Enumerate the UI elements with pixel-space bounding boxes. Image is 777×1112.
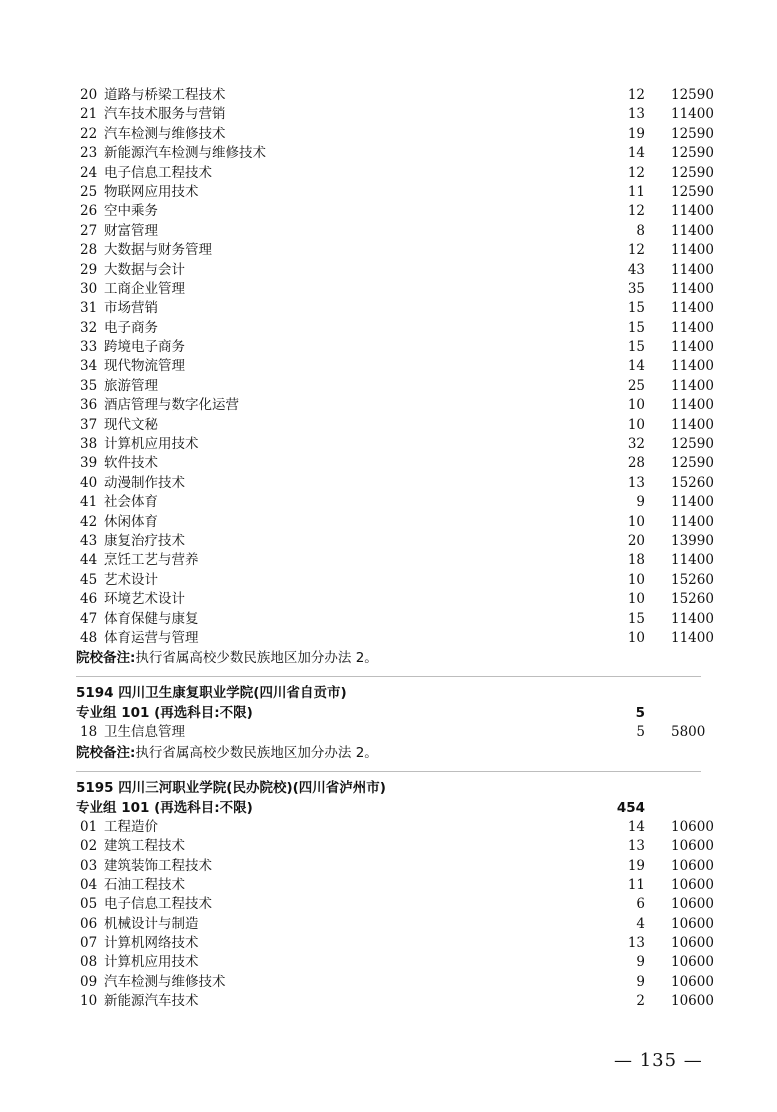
plan-count: 10 <box>627 416 645 433</box>
major-name: 大数据与会计 <box>104 261 185 278</box>
tuition-fee: 11400 <box>671 513 714 530</box>
major-name: 康复治疗技术 <box>104 532 185 549</box>
major-row <box>0 513 777 532</box>
major-row <box>0 857 777 876</box>
major-name: 机械设计与制造 <box>104 915 199 932</box>
plan-count: 13 <box>627 935 645 952</box>
major-code: 03 <box>80 857 98 874</box>
group-label: 专业组 101 (再选科目:不限) <box>76 799 253 816</box>
major-name: 汽车检测与维修技术 <box>104 973 226 990</box>
major-name: 现代物流管理 <box>104 358 185 375</box>
major-name: 新能源汽车技术 <box>104 993 199 1010</box>
major-code: 36 <box>80 397 98 414</box>
tuition-fee: 12590 <box>671 455 714 472</box>
major-row <box>0 934 777 953</box>
major-row <box>0 338 777 357</box>
major-row <box>0 876 777 895</box>
major-name: 电子商务 <box>104 319 158 336</box>
page-number: — 135 — <box>614 1050 703 1071</box>
plan-count: 11 <box>627 183 645 200</box>
major-name: 建筑装饰工程技术 <box>104 857 212 874</box>
major-row <box>0 590 777 609</box>
plan-count: 15 <box>627 300 645 317</box>
major-row <box>0 319 777 338</box>
tuition-fee: 15260 <box>671 571 714 588</box>
major-row <box>0 532 777 551</box>
major-name: 计算机应用技术 <box>104 954 199 971</box>
major-row <box>0 435 777 454</box>
tuition-fee: 11400 <box>671 377 714 394</box>
group-header-5194 <box>0 703 777 723</box>
divider <box>76 771 701 772</box>
plan-count: 15 <box>627 339 645 356</box>
plan-count: 10 <box>627 397 645 414</box>
major-name: 工商企业管理 <box>104 280 185 297</box>
plan-count: 12 <box>627 242 645 259</box>
major-row <box>0 610 777 629</box>
tuition-fee: 12590 <box>671 87 714 103</box>
tuition-fee: 12590 <box>671 125 714 142</box>
plan-count: 12 <box>627 203 645 220</box>
major-code: 08 <box>80 954 98 971</box>
tuition-fee: 11400 <box>671 552 714 569</box>
major-name: 计算机网络技术 <box>104 935 199 952</box>
major-code: 09 <box>80 973 98 990</box>
plan-count: 18 <box>627 552 645 569</box>
plan-count: 28 <box>627 455 645 472</box>
major-row <box>0 992 777 1011</box>
major-code: 05 <box>80 896 98 913</box>
tuition-fee: 11400 <box>671 319 714 336</box>
tuition-fee: 15260 <box>671 591 714 608</box>
plan-count: 13 <box>627 474 645 491</box>
tuition-fee: 12590 <box>671 183 714 200</box>
document-body <box>0 86 777 1012</box>
major-row <box>0 144 777 163</box>
major-name: 计算机应用技术 <box>104 436 199 453</box>
plan-count: 2 <box>636 993 645 1010</box>
group-plan-count: 5 <box>635 705 645 722</box>
plan-count: 25 <box>627 377 645 394</box>
major-name: 物联网应用技术 <box>104 183 199 200</box>
plan-count: 10 <box>627 629 645 646</box>
tuition-fee: 12590 <box>671 145 714 162</box>
tuition-fee: 11400 <box>671 629 714 646</box>
tuition-fee: 10600 <box>671 954 714 971</box>
major-name: 软件技术 <box>104 455 158 472</box>
major-name: 体育保健与康复 <box>104 610 199 627</box>
plan-count: 19 <box>627 857 645 874</box>
tuition-fee: 11400 <box>671 280 714 297</box>
major-code: 48 <box>80 629 98 646</box>
major-code: 29 <box>80 261 98 278</box>
plan-count: 14 <box>627 145 645 162</box>
major-code: 41 <box>80 494 98 511</box>
major-row <box>0 202 777 221</box>
note-text: 执行省属高校少数民族地区加分办法 2。 <box>135 650 378 667</box>
major-code: 27 <box>80 222 98 239</box>
plan-count: 4 <box>636 915 645 932</box>
major-name: 旅游管理 <box>104 377 158 394</box>
plan-count: 14 <box>627 358 645 375</box>
plan-count: 10 <box>627 571 645 588</box>
tuition-fee: 10600 <box>671 896 714 913</box>
major-row <box>0 973 777 992</box>
tuition-fee: 11400 <box>671 222 714 239</box>
plan-count: 19 <box>627 125 645 142</box>
school-note-5194 <box>0 743 777 763</box>
tuition-fee: 11400 <box>671 358 714 375</box>
group-plan-count: 454 <box>616 799 645 816</box>
major-row <box>0 953 777 972</box>
tuition-fee: 10600 <box>671 993 714 1010</box>
major-name: 跨境电子商务 <box>104 339 185 356</box>
major-row <box>0 474 777 493</box>
major-row <box>0 493 777 512</box>
tuition-fee: 10600 <box>671 838 714 855</box>
plan-count: 15 <box>627 610 645 627</box>
major-name: 电子信息工程技术 <box>104 896 212 913</box>
major-row <box>0 723 777 742</box>
major-code: 46 <box>80 591 98 608</box>
tuition-fee: 13990 <box>671 532 714 549</box>
major-code: 21 <box>80 106 98 123</box>
tuition-fee: 10600 <box>671 857 714 874</box>
major-code: 45 <box>80 571 98 588</box>
tuition-fee: 11400 <box>671 494 714 511</box>
major-name: 卫生信息管理 <box>104 724 185 741</box>
tuition-fee: 11400 <box>671 610 714 627</box>
plan-count: 13 <box>627 106 645 123</box>
major-name: 休闲体育 <box>104 513 158 530</box>
note-label: 院校备注: <box>76 650 136 667</box>
major-name: 市场营销 <box>104 300 158 317</box>
major-row <box>0 895 777 914</box>
tuition-fee: 12590 <box>671 164 714 181</box>
major-code: 38 <box>80 436 98 453</box>
major-code: 37 <box>80 416 98 433</box>
major-code: 01 <box>80 818 98 835</box>
plan-count: 12 <box>627 164 645 181</box>
major-name: 财富管理 <box>104 222 158 239</box>
major-name: 大数据与财务管理 <box>104 242 212 259</box>
plan-count: 43 <box>627 261 645 278</box>
group-header-5195 <box>0 798 777 818</box>
major-code: 26 <box>80 203 98 220</box>
major-code: 47 <box>80 610 98 627</box>
plan-count: 9 <box>636 494 645 511</box>
major-list-5195 <box>0 818 777 1012</box>
major-code: 43 <box>80 532 98 549</box>
major-name: 社会体育 <box>104 494 158 511</box>
major-name: 酒店管理与数字化运营 <box>104 397 239 414</box>
major-row <box>0 164 777 183</box>
major-name: 动漫制作技术 <box>104 474 185 491</box>
tuition-fee: 11400 <box>671 242 714 259</box>
major-row <box>0 915 777 934</box>
major-code: 18 <box>80 724 98 741</box>
major-row <box>0 571 777 590</box>
tuition-fee: 10600 <box>671 818 714 835</box>
tuition-fee: 15260 <box>671 474 714 491</box>
major-row <box>0 416 777 435</box>
plan-count: 6 <box>636 896 645 913</box>
plan-count: 9 <box>636 954 645 971</box>
school-title-5194: 5194 四川卫生康复职业学院(四川省自贡市) <box>76 685 347 702</box>
major-name: 石油工程技术 <box>104 876 185 893</box>
major-name: 烹饪工艺与营养 <box>104 552 199 569</box>
major-list-5194 <box>0 723 777 742</box>
major-row <box>0 183 777 202</box>
school-note <box>0 648 777 668</box>
major-code: 04 <box>80 876 98 893</box>
major-name: 艺术设计 <box>104 571 158 588</box>
major-code: 44 <box>80 552 98 569</box>
major-row <box>0 241 777 260</box>
plan-count: 11 <box>627 876 645 893</box>
major-code: 32 <box>80 319 98 336</box>
major-name: 建筑工程技术 <box>104 838 185 855</box>
major-list-continued <box>0 86 777 648</box>
major-code: 10 <box>80 993 98 1010</box>
major-name: 电子信息工程技术 <box>104 164 212 181</box>
major-code: 30 <box>80 280 98 297</box>
major-name: 道路与桥梁工程技术 <box>104 87 226 103</box>
tuition-fee: 11400 <box>671 261 714 278</box>
major-code: 25 <box>80 183 98 200</box>
plan-count: 13 <box>627 838 645 855</box>
major-code: 20 <box>80 87 98 103</box>
tuition-fee: 11400 <box>671 397 714 414</box>
tuition-fee: 10600 <box>671 935 714 952</box>
major-code: 06 <box>80 915 98 932</box>
major-name: 汽车技术服务与营销 <box>104 106 226 123</box>
major-code: 33 <box>80 339 98 356</box>
tuition-fee: 5800 <box>671 724 706 741</box>
school-title-5195: 5195 四川三河职业学院(民办院校)(四川省泸州市) <box>76 779 386 796</box>
major-row <box>0 357 777 376</box>
major-row <box>0 551 777 570</box>
major-row <box>0 396 777 415</box>
plan-count: 35 <box>627 280 645 297</box>
major-row <box>0 837 777 856</box>
major-row <box>0 454 777 473</box>
major-row <box>0 222 777 241</box>
divider <box>76 676 701 677</box>
plan-count: 20 <box>627 532 645 549</box>
major-code: 34 <box>80 358 98 375</box>
tuition-fee: 11400 <box>671 339 714 356</box>
plan-count: 12 <box>627 87 645 103</box>
major-name: 工程造价 <box>104 818 158 835</box>
tuition-fee: 11400 <box>671 106 714 123</box>
plan-count: 10 <box>627 513 645 530</box>
major-code: 42 <box>80 513 98 530</box>
major-code: 39 <box>80 455 98 472</box>
plan-count: 5 <box>636 724 645 741</box>
note-label: 院校备注: <box>76 744 136 761</box>
tuition-fee: 10600 <box>671 973 714 990</box>
major-code: 22 <box>80 125 98 142</box>
major-code: 23 <box>80 145 98 162</box>
plan-count: 8 <box>636 222 645 239</box>
major-name: 体育运营与管理 <box>104 629 199 646</box>
major-code: 31 <box>80 300 98 317</box>
major-row <box>0 629 777 648</box>
major-code: 02 <box>80 838 98 855</box>
tuition-fee: 12590 <box>671 436 714 453</box>
major-code: 40 <box>80 474 98 491</box>
major-code: 07 <box>80 935 98 952</box>
major-name: 空中乘务 <box>104 203 158 220</box>
tuition-fee: 10600 <box>671 915 714 932</box>
major-row <box>0 377 777 396</box>
major-row <box>0 261 777 280</box>
major-code: 35 <box>80 377 98 394</box>
plan-count: 14 <box>627 818 645 835</box>
major-name: 现代文秘 <box>104 416 158 433</box>
major-name: 新能源汽车检测与维修技术 <box>104 145 266 162</box>
major-name: 环境艺术设计 <box>104 591 185 608</box>
tuition-fee: 11400 <box>671 416 714 433</box>
major-row <box>0 105 777 124</box>
plan-count: 9 <box>636 973 645 990</box>
major-row <box>0 125 777 144</box>
major-code: 24 <box>80 164 98 181</box>
tuition-fee: 11400 <box>671 203 714 220</box>
major-row <box>0 299 777 318</box>
major-row <box>0 280 777 299</box>
tuition-fee: 10600 <box>671 876 714 893</box>
major-row <box>0 818 777 837</box>
tuition-fee: 11400 <box>671 300 714 317</box>
plan-count: 15 <box>627 319 645 336</box>
major-code: 28 <box>80 242 98 259</box>
major-row <box>0 86 777 105</box>
plan-count: 10 <box>627 591 645 608</box>
group-label: 专业组 101 (再选科目:不限) <box>76 705 253 722</box>
major-name: 汽车检测与维修技术 <box>104 125 226 142</box>
plan-count: 32 <box>627 436 645 453</box>
note-text: 执行省属高校少数民族地区加分办法 2。 <box>135 744 378 761</box>
